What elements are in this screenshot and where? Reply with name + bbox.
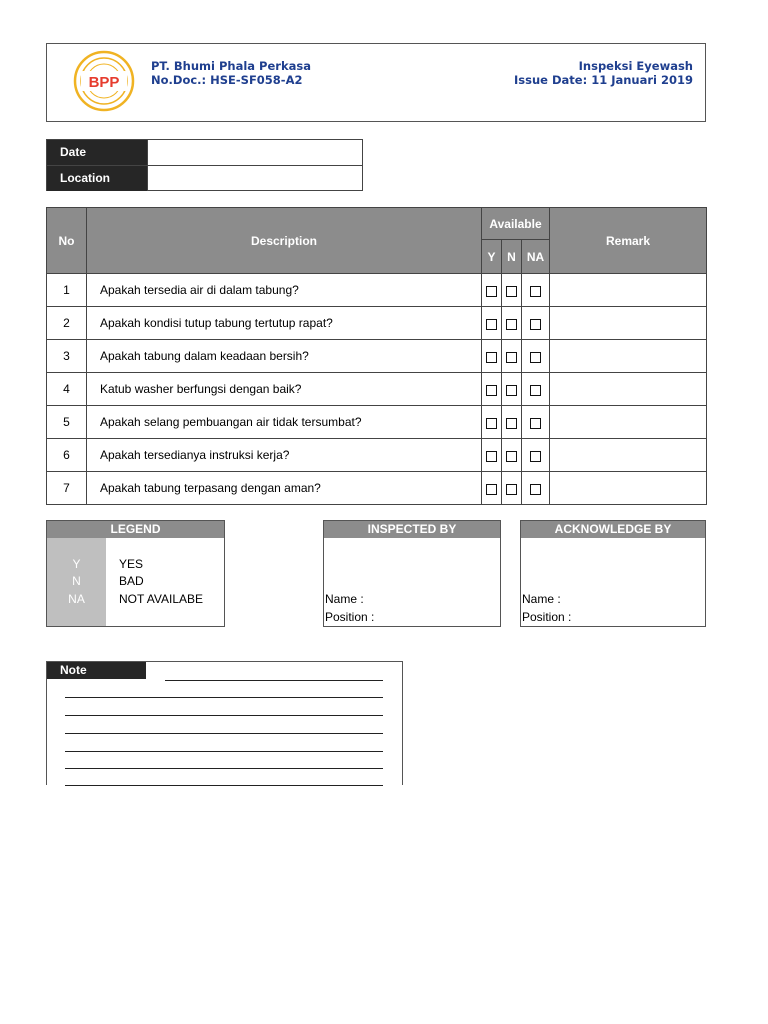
acknowledge-by-box bbox=[520, 520, 706, 627]
remark-cell[interactable] bbox=[550, 472, 707, 505]
issue-date: Issue Date: 11 Januari 2019 bbox=[514, 73, 693, 87]
note-line[interactable] bbox=[65, 768, 383, 769]
checkbox-na[interactable] bbox=[530, 385, 541, 396]
table-row bbox=[47, 307, 707, 340]
checkbox-cell-y bbox=[482, 406, 502, 439]
table-row bbox=[47, 373, 707, 406]
checkbox-cell-na bbox=[522, 340, 550, 373]
note-label: Note bbox=[47, 662, 146, 679]
checkbox-na[interactable] bbox=[530, 352, 541, 363]
remark-cell[interactable] bbox=[550, 340, 707, 373]
checkbox-cell-na bbox=[522, 373, 550, 406]
checkbox-cell-n bbox=[502, 472, 522, 505]
row-number: 5 bbox=[47, 406, 87, 439]
checkbox-y[interactable] bbox=[486, 319, 497, 330]
checkbox-cell-na bbox=[522, 307, 550, 340]
company-name: PT. Bhumi Phala Perkasa bbox=[151, 59, 311, 73]
row-description: Katub washer berfungsi dengan baik? bbox=[87, 373, 482, 406]
row-number: 6 bbox=[47, 439, 87, 472]
legend-value-yes: YES bbox=[119, 557, 144, 571]
checkbox-na[interactable] bbox=[530, 319, 541, 330]
inspector-name-label: Name : bbox=[325, 592, 364, 606]
row-number: 1 bbox=[47, 274, 87, 307]
row-description: Apakah tabung terpasang dengan aman? bbox=[87, 472, 482, 505]
checkbox-cell-n bbox=[502, 307, 522, 340]
checkbox-na[interactable] bbox=[530, 286, 541, 297]
legend-value-bad: BAD bbox=[119, 574, 144, 588]
row-number: 3 bbox=[47, 340, 87, 373]
remark-cell[interactable] bbox=[550, 307, 707, 340]
header-y: Y bbox=[482, 240, 502, 274]
remark-cell[interactable] bbox=[550, 406, 707, 439]
table-body bbox=[47, 274, 707, 505]
row-description: Apakah tersedia air di dalam tabung? bbox=[87, 274, 482, 307]
remark-cell[interactable] bbox=[550, 439, 707, 472]
checkbox-na[interactable] bbox=[530, 451, 541, 462]
checkbox-cell-n bbox=[502, 340, 522, 373]
checkbox-cell-na bbox=[522, 472, 550, 505]
acknowledge-by-title: ACKNOWLEDGE BY bbox=[521, 521, 705, 538]
legend-key-y: Y bbox=[72, 557, 81, 571]
checkbox-n[interactable] bbox=[506, 385, 517, 396]
table-row bbox=[47, 406, 707, 439]
document-header bbox=[46, 43, 706, 122]
table-row bbox=[47, 274, 707, 307]
checkbox-cell-na bbox=[522, 274, 550, 307]
row-description: Apakah tersedianya instruksi kerja? bbox=[87, 439, 482, 472]
form-title: Inspeksi Eyewash bbox=[578, 59, 693, 73]
checkbox-cell-y bbox=[482, 274, 502, 307]
row-number: 4 bbox=[47, 373, 87, 406]
table-row bbox=[47, 340, 707, 373]
inspector-position-label: Position : bbox=[325, 610, 375, 624]
date-location-box bbox=[46, 139, 363, 191]
checkbox-cell-n bbox=[502, 274, 522, 307]
checkbox-y[interactable] bbox=[486, 451, 497, 462]
checkbox-n[interactable] bbox=[506, 484, 517, 495]
checkbox-cell-y bbox=[482, 373, 502, 406]
checkbox-n[interactable] bbox=[506, 286, 517, 297]
note-box bbox=[46, 661, 403, 785]
note-line[interactable] bbox=[65, 697, 383, 698]
legend-key-column bbox=[47, 538, 106, 626]
company-logo bbox=[71, 50, 137, 112]
row-description: Apakah selang pembuangan air tidak tersumbat? bbox=[87, 406, 482, 439]
checkbox-na[interactable] bbox=[530, 418, 541, 429]
inspected-by-title: INSPECTED BY bbox=[324, 521, 500, 538]
inspected-by-box bbox=[323, 520, 501, 627]
checkbox-cell-n bbox=[502, 439, 522, 472]
checkbox-n[interactable] bbox=[506, 418, 517, 429]
row-description: Apakah kondisi tutup tabung tertutup rapat? bbox=[87, 307, 482, 340]
legend-box bbox=[46, 520, 225, 627]
checkbox-cell-y bbox=[482, 307, 502, 340]
checkbox-y[interactable] bbox=[486, 352, 497, 363]
checkbox-n[interactable] bbox=[506, 319, 517, 330]
svg-text:BPP: BPP bbox=[88, 74, 120, 91]
header-na: NA bbox=[522, 240, 550, 274]
remark-cell[interactable] bbox=[550, 274, 707, 307]
checkbox-na[interactable] bbox=[530, 484, 541, 495]
document-number: No.Doc.: HSE-SF058-A2 bbox=[151, 73, 303, 87]
checkbox-y[interactable] bbox=[486, 418, 497, 429]
table-row bbox=[47, 472, 707, 505]
checkbox-n[interactable] bbox=[506, 352, 517, 363]
note-line[interactable] bbox=[65, 715, 383, 716]
acknowledger-position-label: Position : bbox=[522, 610, 572, 624]
inspection-table bbox=[46, 207, 707, 505]
checkbox-cell-y bbox=[482, 472, 502, 505]
header-no: No bbox=[47, 208, 87, 274]
header-n: N bbox=[502, 240, 522, 274]
date-field[interactable] bbox=[147, 140, 362, 165]
checkbox-cell-na bbox=[522, 406, 550, 439]
table-row bbox=[47, 439, 707, 472]
remark-cell[interactable] bbox=[550, 373, 707, 406]
row-number: 2 bbox=[47, 307, 87, 340]
date-label: Date bbox=[47, 140, 147, 165]
header-remark: Remark bbox=[550, 208, 707, 274]
note-line[interactable] bbox=[165, 680, 383, 681]
checkbox-n[interactable] bbox=[506, 451, 517, 462]
row-description: Apakah tabung dalam keadaan bersih? bbox=[87, 340, 482, 373]
checkbox-cell-n bbox=[502, 406, 522, 439]
checkbox-y[interactable] bbox=[486, 385, 497, 396]
checkbox-y[interactable] bbox=[486, 286, 497, 297]
legend-key-n: N bbox=[72, 574, 81, 588]
checkbox-cell-y bbox=[482, 340, 502, 373]
note-line[interactable] bbox=[65, 785, 383, 786]
legend-value-not-available: NOT AVAILABE bbox=[119, 592, 204, 606]
header-description: Description bbox=[87, 208, 482, 274]
location-label: Location bbox=[47, 166, 147, 191]
location-field[interactable] bbox=[147, 166, 362, 191]
checkbox-cell-y bbox=[482, 439, 502, 472]
checkbox-y[interactable] bbox=[486, 484, 497, 495]
legend-key-na: NA bbox=[68, 592, 85, 606]
checkbox-cell-n bbox=[502, 373, 522, 406]
header-available: Available bbox=[482, 208, 550, 240]
acknowledger-name-label: Name : bbox=[522, 592, 561, 606]
note-line[interactable] bbox=[65, 751, 383, 752]
legend-title: LEGEND bbox=[47, 521, 224, 538]
row-number: 7 bbox=[47, 472, 87, 505]
checkbox-cell-na bbox=[522, 439, 550, 472]
note-line[interactable] bbox=[65, 733, 383, 734]
